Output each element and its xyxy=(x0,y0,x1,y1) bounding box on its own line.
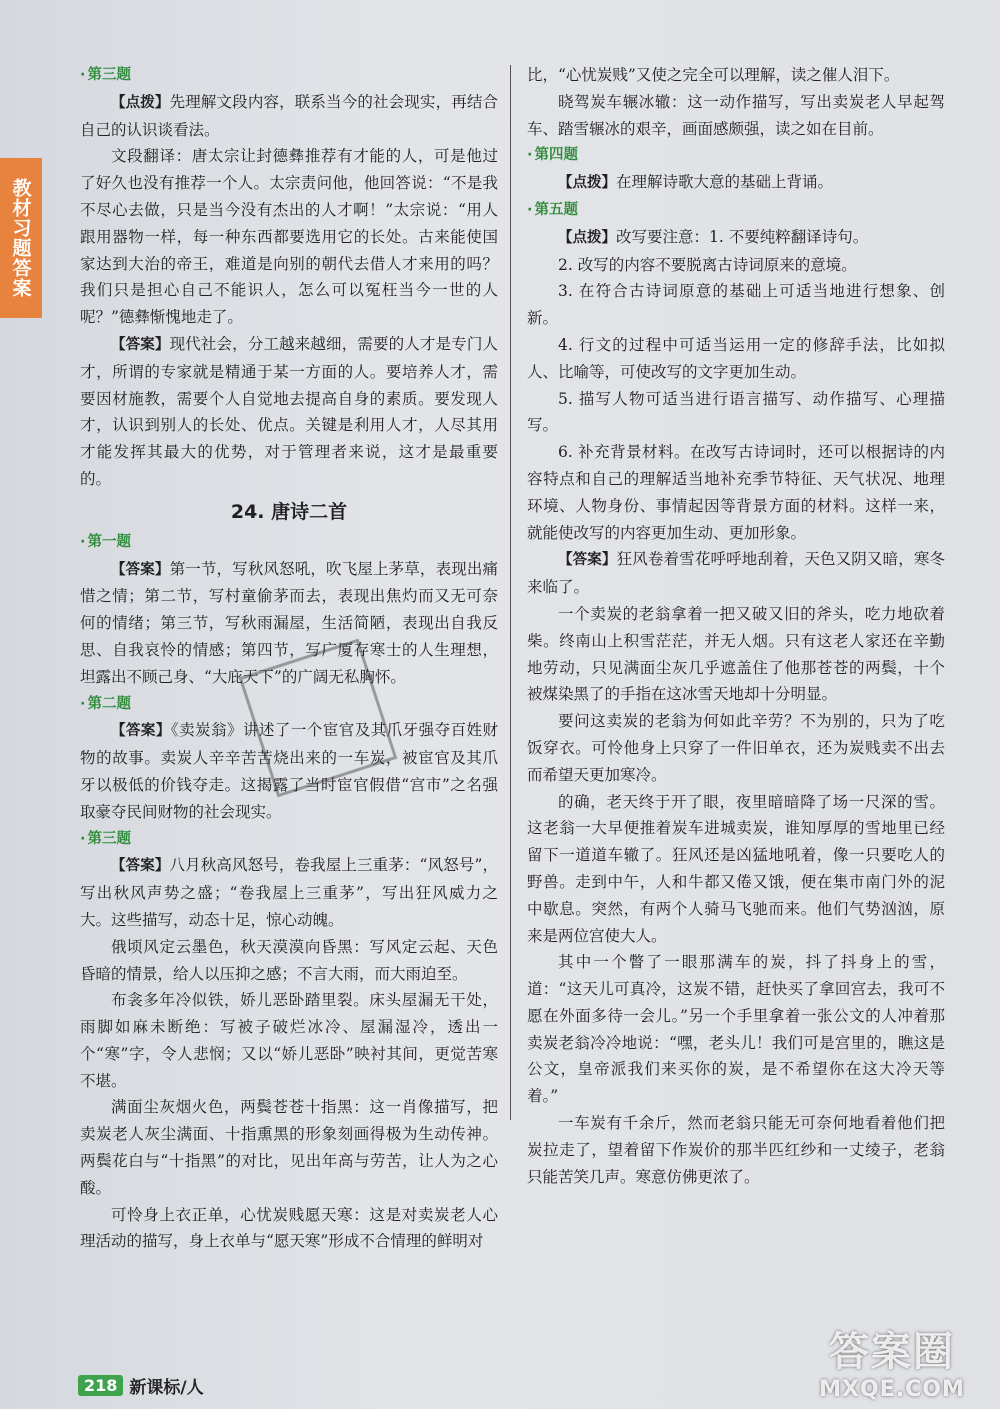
tip-item: 6. 补充背景材料。在改写古诗词时，还可以根据诗的内容特点和自己的理解适当地补充季节特征、天气状况、地理环境、人物身份、事情起因等背景方面的材料。这样一来，就能使改写的内容更加生动、更加形象。 xyxy=(527,443,945,542)
story-paragraph: 其中一个瞥了一眼那满车的炭，抖了抖身上的雪，道：“这天儿可真冷，这炭不错，赶快买了拿回宫去，我可不愿在外面多待一会儿。”另一个手里拿着一张公文的人冲着那卖炭老翁冷冷地说：“嘿，老头儿！我们可是宫里的，瞧这是公文，皇帝派我们来买你的炭，是不希望你在这大冷天等着。” xyxy=(527,953,945,1106)
answer-text: 狂风卷着雪花呼呼地刮着，天色又阴又暗，寒冬来临了。 xyxy=(527,550,945,597)
hint-tag: 【点拨】 xyxy=(558,229,616,246)
tip-item: 4. 行文的过程中可适当运用一定的修辞手法，比如拟人、比喻等，可使改写的文字更加生动。 xyxy=(527,335,945,381)
story-paragraph: 的确，老天终于开了眼，夜里暗暗降了场一尺深的雪。这老翁一大早便推着炭车进城卖炭，谁知厚厚的雪地里已经留下一道道车辙了。狂风还是凶猛地吼着，像一只要吃人的野兽。走到中午，人和牛都又倦又饿，便在集市南门外的泥中歇息。突然，有两个人骑马飞驰而来。他们气势汹汹，原来是两位宫使大人。 xyxy=(527,792,945,945)
tip-item: 3. 在符合古诗词原意的基础上可适当地进行想象、创新。 xyxy=(527,282,945,328)
translation-paragraph: 文段翻译：唐太宗让封德彝推荐有才能的人，可是他过了好久也没有推荐一个人。太宗责问他，他回答说：“不是我不尽心去做，只是当今没有杰出的人才啊！”太宗说：“用人跟用器物一样，每一种东西都要选用它的长处。古来能使国家达到大治的帝王，难道是向别的朝代去借人才来用的吗？我们只是担心自己不能识人，怎么可以冤枉当今一世的人呢？”德彝惭愧地走了。 xyxy=(80,147,498,327)
answer-text: 八月秋高风怒号，卷我屋上三重茅：“风怒号”，写出秋风声势之盛；“卷我屋上三重茅”，写出狂风威力之大。这些描写，动态十足，惊心动魄。 xyxy=(80,856,499,929)
answer-tag: 【答案】 xyxy=(111,336,170,353)
tip-item: 2. 改写的内容不要脱离古诗词原来的意境。 xyxy=(558,255,857,274)
watermark-url: MXQE.COM xyxy=(819,1377,965,1402)
page-number: 218 xyxy=(78,1375,123,1396)
analysis-paragraph: 俄顷风定云墨色，秋天漠漠向昏黑：写风定云起、天色昏暗的情景，给人以压抑之感；不言大雨，而大雨迫至。 xyxy=(80,937,498,983)
answer-text: 第一节，写秋风怒吼，吹飞屋上茅草，表现出痛惜之情；第二节，写村童偷茅而去，表现出焦灼而又无可奈何的情绪；第三节，写秋雨漏屋，生活简陋，表现出自我反思、自我哀怜的情感；第四节，写广厦存寒士的人生理想，坦露出不顾己身、“大庇天下”的广阔无私胸怀。 xyxy=(80,559,498,686)
hint-paragraph xyxy=(80,89,498,144)
column-divider xyxy=(510,65,511,1120)
left-column xyxy=(80,62,498,1255)
answer-paragraph xyxy=(80,331,498,493)
answer-tag: 【答案】 xyxy=(111,858,170,875)
question-heading: · 第三题 xyxy=(80,826,498,853)
hint-tag: 【点拨】 xyxy=(558,175,616,192)
answer-text: 《卖炭翁》讲述了一个宦官及其爪牙强夺百姓财物的故事。卖炭人辛辛苦苦烧出来的一车炭，被宦官及其爪牙以极低的价钱夺走。这揭露了当时宦官假借“宫市”之名强取豪夺民间财物的社会现实。 xyxy=(80,721,498,821)
series-label: 新课标/人 xyxy=(129,1377,204,1398)
hint-text: 改写要注意：1. 不要纯粹翻译诗句。 xyxy=(616,227,869,246)
answer-tag: 【答案】 xyxy=(111,561,170,578)
question-heading: · 第一题 xyxy=(80,529,498,556)
story-paragraph: 一个卖炭的老翁拿着一把又破又旧的斧头，吃力地砍着柴。终南山上积雪茫茫，并无人烟。只有这老人家还在辛勤地劳动，只见满面尘灰几乎遮盖住了他那苍苍的两鬓，十个被煤染黑了的手指在这冰雪天地却十分明显。 xyxy=(527,604,945,704)
side-tab-label: 教材习题答案 xyxy=(0,158,42,318)
analysis-paragraph: 可怜身上衣正单，心忧炭贱愿天寒：这是对卖炭老人心理活动的描写，身上衣单与“愿天寒”形成不合情理的鲜明对 xyxy=(80,1205,498,1251)
right-column xyxy=(527,62,945,1190)
answer-text: 现代社会，分工越来越细，需要的人才是专门人才，所谓的专家就是精通于某一方面的人。要培养人才，需要因材施教，需要个人自觉地去提高自身的素质。要发现人才，认识到别人的长处、优点。关键是利用人才，人尽其用才能发挥其最大的优势，对于管理者来说，这才是最重要的。 xyxy=(80,334,498,488)
story-paragraph: 要问这卖炭的老翁为何如此辛劳？不为别的，只为了吃饭穿衣。可怜他身上只穿了一件旧单衣，还为炭贱卖不出去而希望天更加寒冷。 xyxy=(527,712,945,784)
question-heading: · 第四题 xyxy=(527,142,945,169)
continued-paragraph: 比，“心忧炭贱”又使之完全可以理解，读之催人泪下。 xyxy=(527,66,900,84)
page-footer xyxy=(78,1372,204,1398)
hint-text: 在理解诗歌大意的基础上背诵。 xyxy=(616,173,834,192)
story-paragraph: 一车炭有千余斤，然而老翁只能无可奈何地看着他们把炭拉走了，望着留下作炭价的那半匹红纱和一丈绫子，老翁只能苦笑几声。寒意仿佛更浓了。 xyxy=(527,1114,945,1186)
hint-paragraph xyxy=(527,224,945,252)
answer-paragraph xyxy=(527,546,945,601)
question-heading: · 第五题 xyxy=(527,197,945,224)
question-heading: · 第二题 xyxy=(80,691,498,718)
question-heading: · 第三题 xyxy=(80,62,498,89)
analysis-paragraph: 晓驾炭车辗冰辙：这一动作描写，写出卖炭老人早起驾车、踏雪辗冰的艰辛，画面感颇强，读之如在目前。 xyxy=(527,92,945,138)
section-title: 24. 唐诗二首 xyxy=(230,500,348,523)
answer-paragraph xyxy=(80,852,498,933)
answer-tag: 【答案】 xyxy=(558,552,617,569)
watermark-logo-text: 答案圈 xyxy=(829,1329,955,1375)
analysis-paragraph: 布衾多年冷似铁，娇儿恶卧踏里裂。床头屋漏无干处，雨脚如麻未断绝：写被子破烂冰冷、屋漏湿冷，透出一个“寒”字，令人悲悯；又以“娇儿恶卧”映衬其间，更觉苦寒不堪。 xyxy=(80,991,498,1090)
analysis-paragraph: 满面尘灰烟火色，两鬓苍苍十指黑：这一肖像描写，把卖炭老人灰尘满面、十指熏黑的形象刻画得极为生动传神。两鬓花白与“十指黑”的对比，见出年高与劳苦，让人为之心酸。 xyxy=(80,1098,498,1197)
answer-tag: 【答案】 xyxy=(111,723,171,740)
hint-tag: 【点拨】 xyxy=(111,94,170,111)
hint-paragraph xyxy=(527,169,945,197)
tip-item: 5. 描写人物可适当进行语言描写、动作描写、心理描写。 xyxy=(527,389,945,435)
hint-text: 先理解文段内容，联系当今的社会现实，再结合自己的认识谈看法。 xyxy=(80,92,498,139)
site-watermark xyxy=(802,1321,982,1401)
